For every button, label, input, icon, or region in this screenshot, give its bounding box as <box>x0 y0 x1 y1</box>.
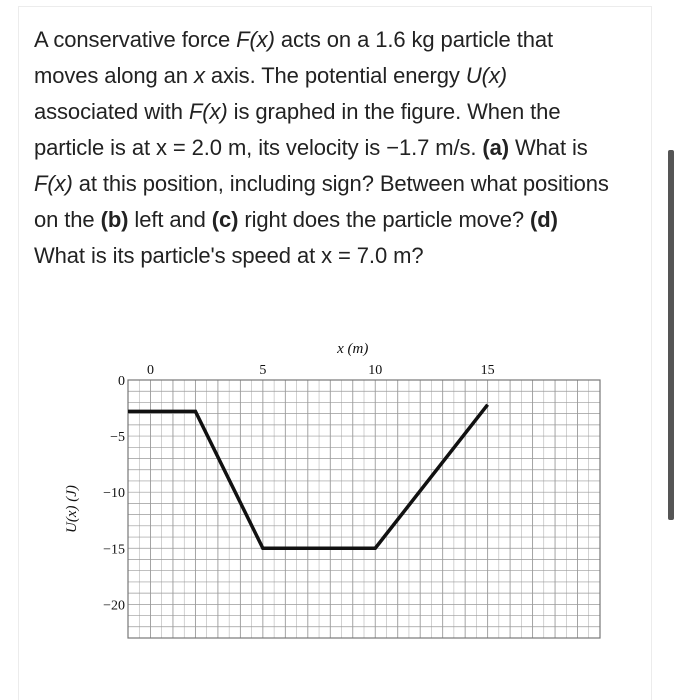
y-tick-labels <box>103 374 125 613</box>
question-span: axis. The potential energy <box>204 63 466 88</box>
y-axis-label: U(x) (J) <box>64 485 80 533</box>
question-span-italic: U(x) <box>465 63 507 88</box>
question-span-italic: x <box>193 63 205 88</box>
y-tick-label: −10 <box>103 486 125 502</box>
question-span: right does the particle move? <box>238 207 531 232</box>
question-span: What is <box>509 135 588 160</box>
x-tick-label: 0 <box>146 363 154 378</box>
x-tick-label: 10 <box>368 363 383 378</box>
question-span: associated with <box>34 99 189 124</box>
x-tick-label: 15 <box>480 363 495 378</box>
y-tick-label: −5 <box>110 430 125 446</box>
part-b-label: (b) <box>100 207 129 232</box>
question-span: is graphed in the figure. When the particle is at x = 2.0 m, its velocity is −1.7 m/s. <box>34 99 561 160</box>
part-a-label: (a) <box>482 135 509 160</box>
y-tick-label: 0 <box>118 374 125 389</box>
x-tick-labels <box>147 363 495 378</box>
x-axis-label: x (m) <box>337 341 369 357</box>
part-d-label: (d) <box>530 207 558 232</box>
question-span: What is its particle's speed at x = 7.0 m? <box>34 243 424 268</box>
part-c-label: (c) <box>211 207 239 232</box>
question-span: at this position, including sign? Between what positions on the <box>34 171 609 232</box>
x-tick-label: 5 <box>259 363 267 378</box>
y-tick-label: −15 <box>103 542 125 558</box>
question-span-italic: F(x) <box>34 171 73 196</box>
question-span: left and <box>128 207 212 232</box>
question-span: acts on a 1.6 kg particle that moves along an <box>34 27 553 88</box>
question-span-italic: F(x) <box>188 99 228 124</box>
y-tick-label: −20 <box>103 598 125 614</box>
question-span: A conservative force <box>34 27 237 52</box>
question-span-italic: F(x) <box>236 27 275 52</box>
